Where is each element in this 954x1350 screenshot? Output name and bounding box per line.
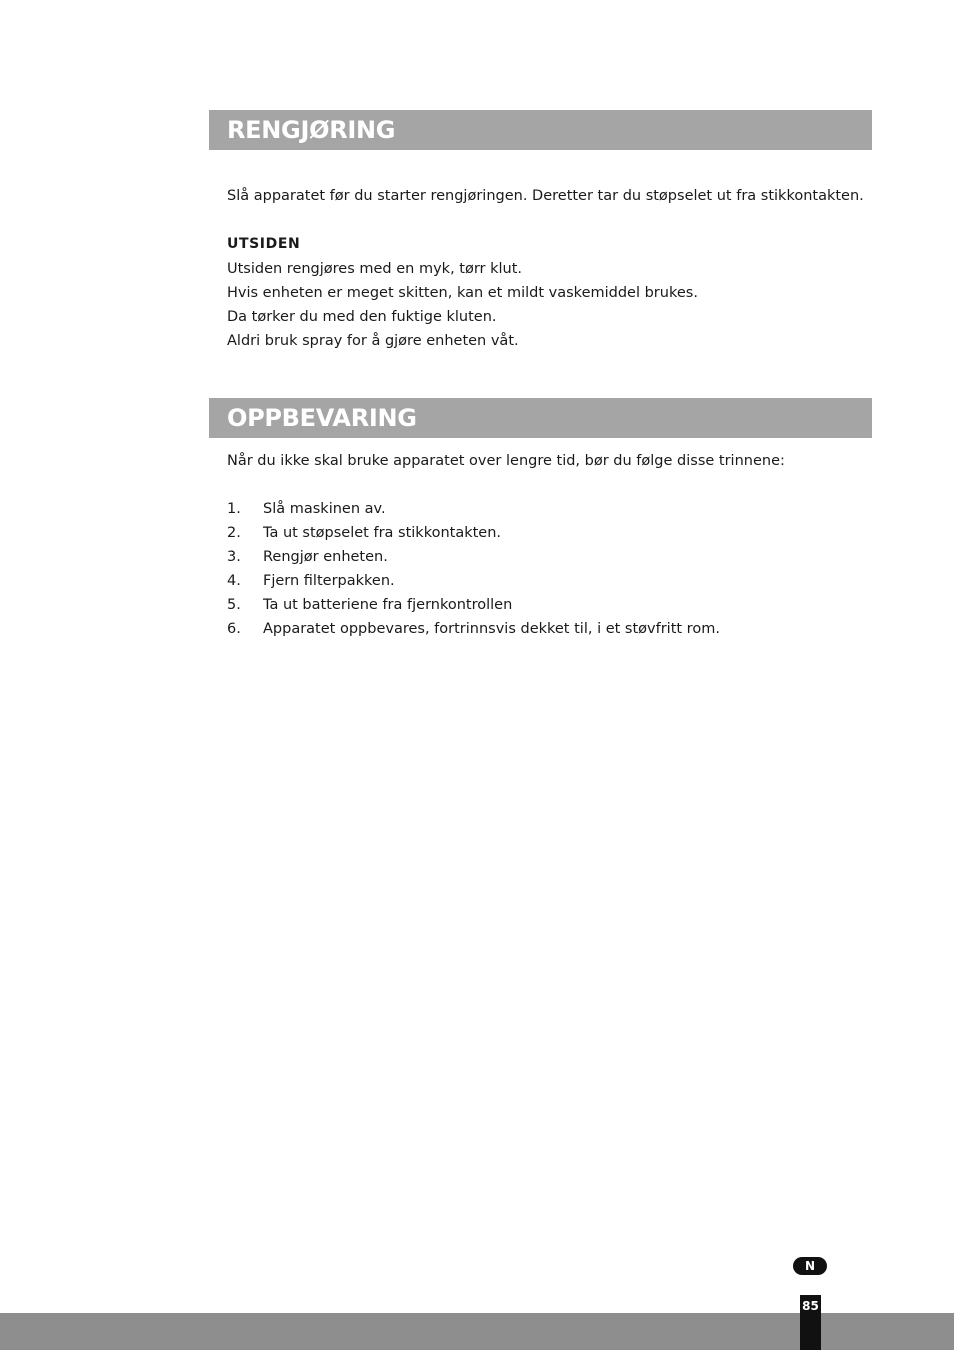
step-text: Rengjør enheten. (263, 549, 388, 565)
storage-intro: Når du ikke skal bruke apparatet over lengre tid, bør du følge disse trinnene: (227, 453, 785, 469)
section-header-cleaning (209, 110, 872, 150)
section-header-storage (209, 398, 872, 438)
step-text: Ta ut støpselet fra stikkontakten. (263, 525, 502, 541)
list-item (227, 569, 720, 593)
step-number: 4. (227, 573, 241, 589)
cleaning-line: Da tørker du med den fuktige kluten. (227, 309, 497, 325)
step-number: 6. (227, 621, 241, 637)
cleaning-intro: Slå apparatet før du starter rengjøringen. Deretter tar du støpselet ut fra stikkontakten. (227, 188, 864, 204)
section-title-cleaning: RENGJØRING (227, 116, 396, 144)
subheading-outside: UTSIDEN (227, 236, 301, 252)
list-item (227, 521, 720, 545)
storage-steps-list (227, 497, 720, 641)
cleaning-line: Aldri bruk spray for å gjøre enheten våt. (227, 333, 519, 349)
step-number: 1. (227, 501, 241, 517)
section-title-storage: OPPBEVARING (227, 404, 417, 432)
step-number: 3. (227, 549, 241, 565)
step-number: 2. (227, 525, 241, 541)
language-badge: N (793, 1257, 827, 1275)
page-number: 85 (802, 1299, 819, 1313)
step-text: Slå maskinen av. (263, 501, 386, 517)
step-text: Fjern filterpakken. (263, 573, 395, 589)
cleaning-line: Hvis enheten er meget skitten, kan et mildt vaskemiddel brukes. (227, 285, 698, 301)
list-item (227, 593, 720, 617)
step-text: Ta ut batteriene fra fjernkontrollen (263, 597, 513, 613)
cleaning-line: Utsiden rengjøres med en myk, tørr klut. (227, 261, 523, 277)
step-text: Apparatet oppbevares, fortrinnsvis dekket til, i et støvfritt rom. (263, 621, 720, 637)
list-item (227, 497, 720, 521)
list-item (227, 545, 720, 569)
step-number: 5. (227, 597, 241, 613)
list-item (227, 617, 720, 641)
